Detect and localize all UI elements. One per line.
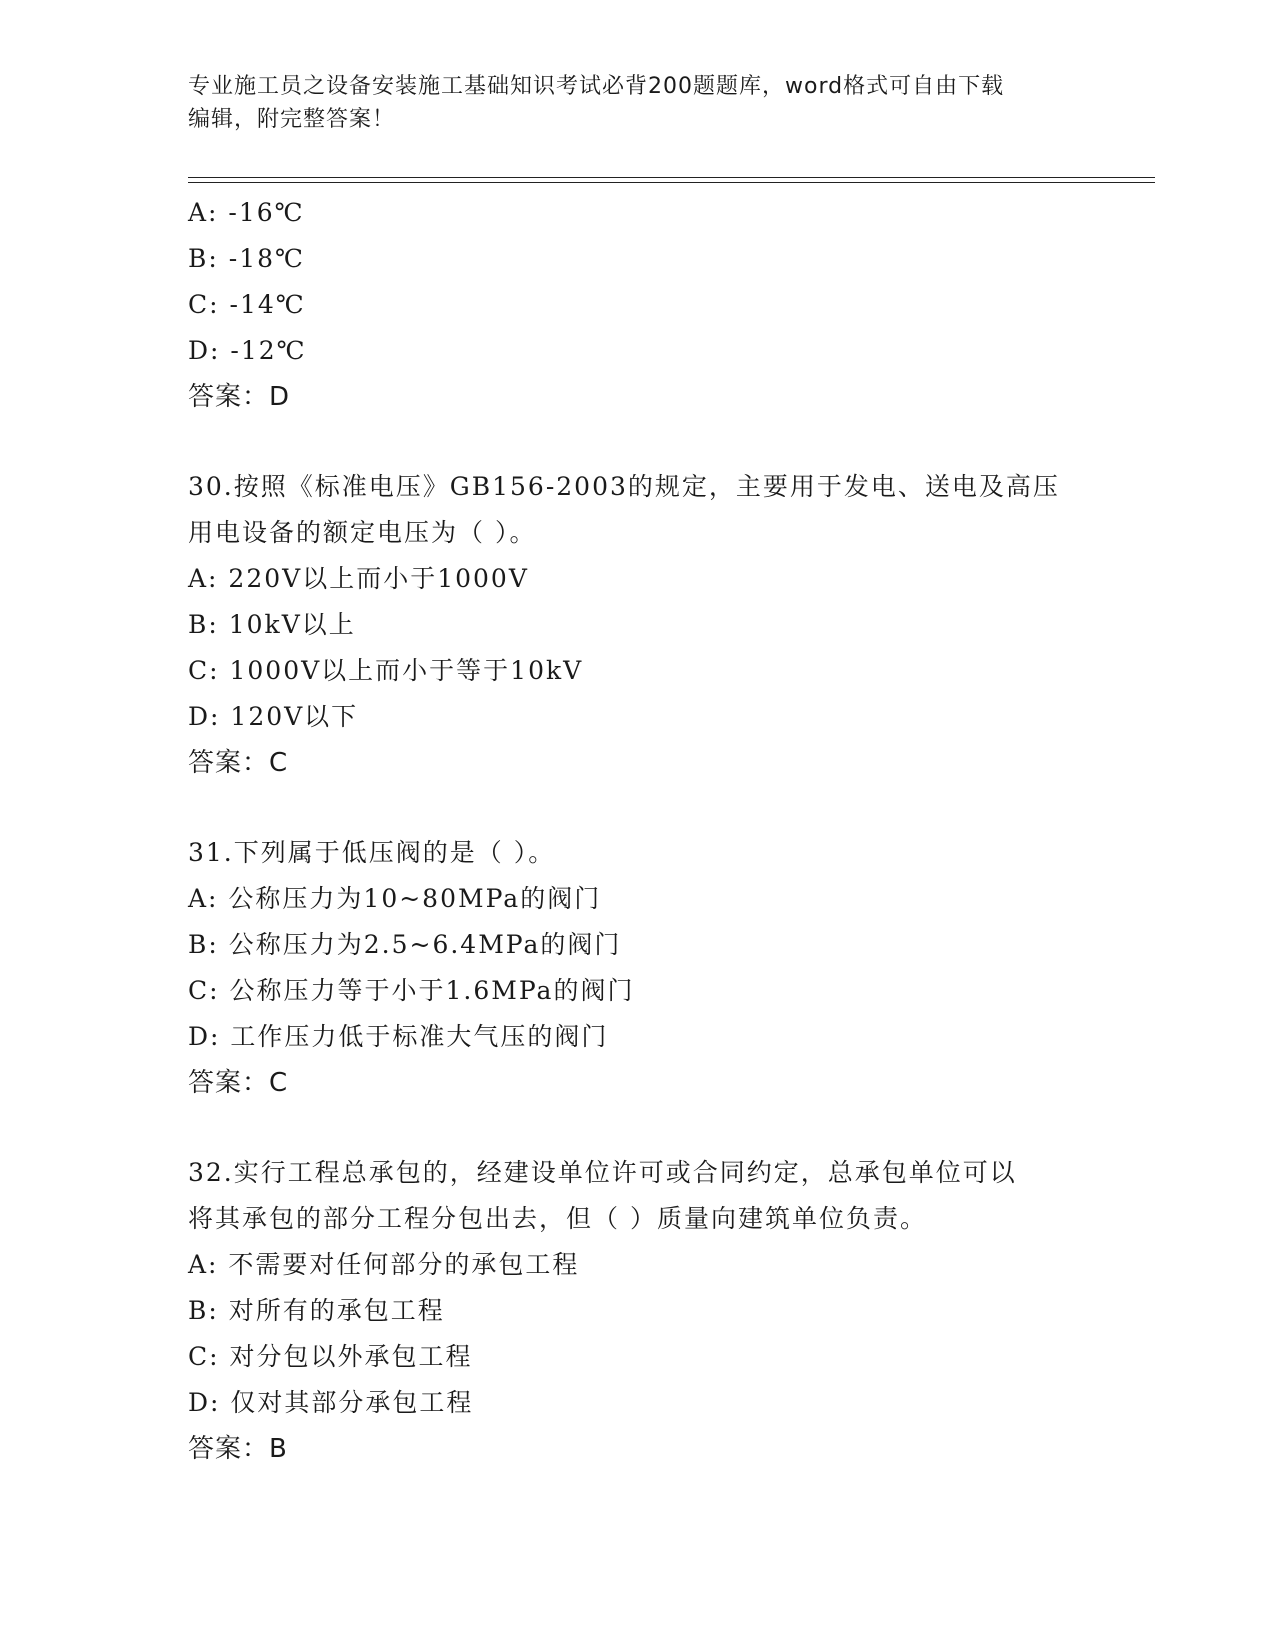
header-divider-bottom	[188, 182, 1155, 183]
option-b: B: 10kV以上	[188, 610, 356, 639]
option-b: B: -18℃	[188, 244, 305, 273]
spacer	[188, 786, 1128, 830]
document-header	[188, 70, 1088, 136]
answer-label: 答案：C	[188, 1068, 289, 1098]
option-b: B: 公称压力为2.5~6.4MPa的阀门	[188, 930, 622, 959]
answer-label: 答案：B	[188, 1434, 288, 1464]
question-30	[188, 464, 1128, 786]
option-d: D: 工作压力低于标准大气压的阀门	[188, 1022, 609, 1051]
option-b: B: 对所有的承包工程	[188, 1296, 445, 1325]
question-stem-line: 32.实行工程总承包的，经建设单位许可或合同约定，总承包单位可以	[188, 1158, 1017, 1187]
question-list	[188, 190, 1128, 1472]
option-d: D: 120V以下	[188, 702, 359, 731]
header-title-line-1: 专业施工员之设备安装施工基础知识考试必背200题题库，word格式可自由下载	[188, 74, 1005, 99]
option-d: D: -12℃	[188, 336, 307, 365]
spacer	[188, 1106, 1128, 1150]
option-a: A: -16℃	[188, 198, 305, 227]
option-a: A: 公称压力为10~80MPa的阀门	[188, 884, 602, 913]
question-stem-line: 用电设备的额定电压为（ ）。	[188, 518, 537, 547]
option-c: C: -14℃	[188, 290, 306, 319]
option-d: D: 仅对其部分承包工程	[188, 1388, 474, 1417]
answer-label: 答案：D	[188, 382, 291, 412]
question-29	[188, 190, 1128, 420]
option-c: C: 公称压力等于小于1.6MPa的阀门	[188, 976, 635, 1005]
answer-label: 答案：C	[188, 748, 289, 778]
header-title-line-2: 编辑，附完整答案！	[188, 107, 396, 132]
question-stem-line: 将其承包的部分工程分包出去，但（ ）质量向建筑单位负责。	[188, 1204, 927, 1233]
question-stem-line: 31.下列属于低压阀的是（ ）。	[188, 838, 556, 867]
option-c: C: 对分包以外承包工程	[188, 1342, 473, 1371]
header-divider-top	[188, 177, 1155, 178]
option-a: A: 不需要对任何部分的承包工程	[188, 1250, 580, 1279]
option-a: A: 220V以上而小于1000V	[188, 564, 529, 593]
question-31	[188, 830, 1128, 1106]
question-32	[188, 1150, 1128, 1472]
question-stem-line: 30.按照《标准电压》GB156-2003的规定，主要用于发电、送电及高压	[188, 472, 1060, 501]
spacer	[188, 420, 1128, 464]
option-c: C: 1000V以上而小于等于10kV	[188, 656, 584, 685]
